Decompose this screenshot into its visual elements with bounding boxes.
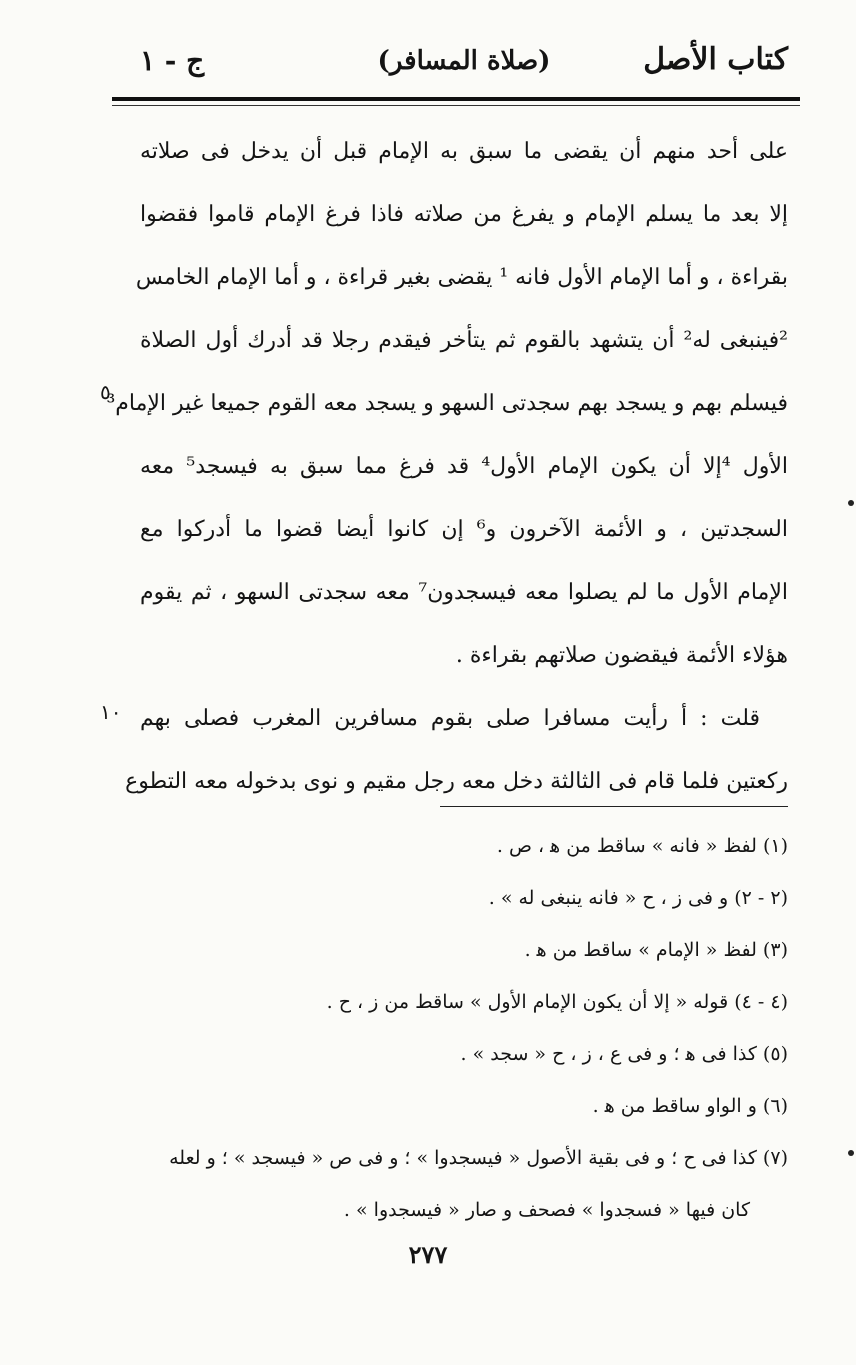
running-header	[140, 42, 788, 92]
footnote: (٣) لفظ « الإمام » ساقط من ﻫ .	[524, 939, 788, 961]
text-line: السجدتين ، و الأئمة الآخرون و⁶ إن كانوا أيضا قضوا ما أدركوا مع	[140, 517, 788, 542]
scan-speck	[848, 500, 854, 506]
header-rule-thin	[112, 105, 800, 106]
footnote: (١) لفظ « فانه » ساقط من ﻫ ، ص .	[496, 835, 788, 857]
page-number: ٢٧٧	[408, 1240, 448, 1269]
chapter-title: (صلاة المسافر)	[377, 46, 551, 76]
text-line: ²فينبغى له² أن يتشهد بالقوم ثم يتأخر فيقدم رجلا قد أدرك أول الصلاة	[140, 328, 788, 353]
footnote: (٦) و الواو ساقط من ﻫ .	[592, 1095, 788, 1117]
header-rule-thick	[112, 97, 800, 101]
book-title: كتاب الأصل	[643, 42, 788, 77]
footnote: (٢ - ٢) و فى ز ، ح « فانه ينبغى له » .	[488, 887, 788, 909]
text-line: هؤلاء الأئمة فيقضون صلاتهم بقراءة .	[455, 643, 788, 668]
text-line: الإمام الأول ما لم يصلوا معه فيسجدون⁷ معه سجدتى السهو ، ثم يقوم	[140, 580, 788, 605]
scan-speck	[848, 1150, 854, 1156]
volume-label: ج - ١	[140, 44, 205, 77]
footnote: (٤ - ٤) قوله « إلا أن يكون الإمام الأول » ساقط من ز ، ح .	[326, 991, 788, 1013]
footnote: (٥) كذا فى ﻫ ؛ و فى ع ، ز ، ح « سجد » .	[460, 1043, 788, 1065]
footnote: (٧) كذا فى ح ؛ و فى بقية الأصول « فيسجدوا » ؛ و فى ص « فيسجد » ؛ و لعله	[169, 1147, 788, 1169]
text-line: ركعتين فلما قام فى الثالثة دخل معه رجل مقيم و نوى بدخوله معه التطوع	[125, 769, 788, 794]
line-number-5: ٥	[100, 380, 111, 404]
footnotes	[140, 820, 788, 1236]
text-line: الأول ⁴إلا أن يكون الإمام الأول⁴ قد فرغ مما سبق به فيسجد⁵ معه	[140, 454, 788, 479]
text-line: إلا بعد ما يسلم الإمام و يفرغ من صلاته فاذا فرغ الإمام قاموا فقضوا	[140, 202, 788, 227]
footnote-rule	[440, 806, 788, 807]
text-line: على أحد منهم أن يقضى ما سبق به الإمام قبل أن يدخل فى صلاته	[140, 139, 788, 164]
line-number-10: ١٠	[100, 700, 122, 724]
text-line: بقراءة ، و أما الإمام الأول فانه ¹ يقضى بغير قراءة ، و أما الإمام الخامس	[135, 265, 788, 290]
text-line: فيسلم بهم و يسجد بهم سجدتى السهو و يسجد معه القوم جميعا غير الإمام³	[106, 391, 788, 416]
footnote-continuation: كان فيها « فسجدوا » فصحف و صار « فيسجدوا » .	[343, 1199, 750, 1221]
text-line: قلت : أ رأيت مسافرا صلى بقوم مسافرين المغرب فصلى بهم	[140, 706, 760, 731]
